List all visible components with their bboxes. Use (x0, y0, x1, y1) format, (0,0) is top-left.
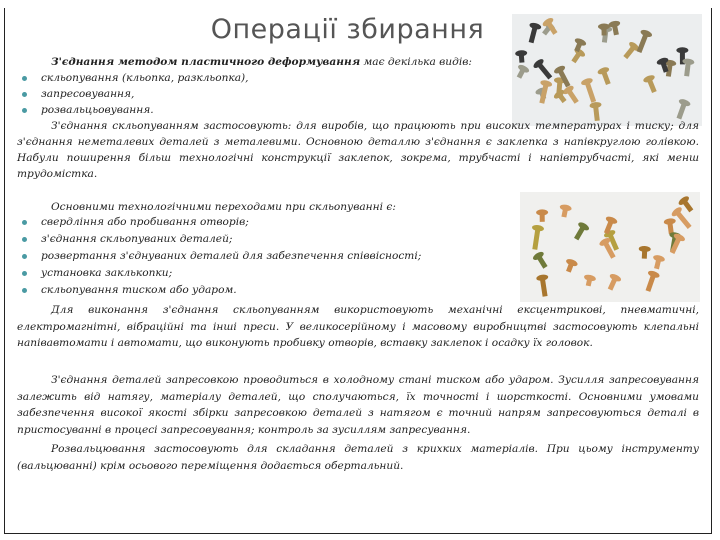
rivet-icon (532, 57, 555, 81)
bullet-icon (22, 76, 27, 81)
rivet-icon (681, 58, 695, 77)
rivet-icon (651, 254, 666, 270)
list-item (22, 231, 232, 247)
rivet-icon (571, 37, 587, 54)
rivet-icon (562, 84, 582, 106)
slide-title: Операції збирання (210, 14, 485, 45)
list-item-text: скльопування (кльопка, разкльопка), (41, 72, 249, 84)
list-item (22, 86, 134, 102)
bullet-icon (22, 237, 27, 242)
list-item-text: розвальцьовування. (41, 104, 154, 116)
paragraph-press-fit: З'єднання деталей запресовкою проводиться в холодному стані тиском або ударом. Зусилля запресовування залежить від натягу, матеріалу деталей, що сполучаються, їх точності і шорсткості. Основними умовами забезпечення високої якості збірки запресовкою деталей з натягом є точний напрям запресовуються деталі в пристосуванні в процесі запресовування; контроль за зусиллям запресування. (17, 374, 699, 436)
steps-intro: Основними технологічними переходами при скльопуванні є: (51, 201, 396, 213)
rivet-icon (563, 258, 579, 274)
list-item (22, 265, 172, 281)
rivet-icon (642, 74, 660, 95)
list-item (22, 282, 237, 298)
list-item-text: з'єднання скльопуваних деталей; (41, 233, 233, 245)
paragraph-riveting: З'єднання скльопуванням застосовують: для виробів, що працюють при високих температурах і тиску; для з'єднання неметалевих деталей з металевими. Основною деталлю з'єднання є заклепка з напівкруглою голівкою. Набули поширення більш технологічні конструкції заклепок, зокрема, трубчасті і напівтрубчасті, які менш трудомістка. (17, 120, 699, 180)
intro-rest: має декілька видів: (360, 56, 472, 68)
rivets-photo-top (512, 14, 702, 126)
rivet-icon (536, 274, 551, 297)
rivet-icon (582, 274, 596, 287)
bullet-icon (22, 288, 27, 293)
rivet-icon (553, 64, 574, 89)
list-item-text: скльопування тиском або ударом. (41, 284, 237, 296)
rivet-icon (638, 246, 651, 259)
rivet-icon (642, 269, 660, 293)
list-item (22, 102, 154, 118)
rivet-icon (529, 224, 544, 250)
rivet-icon (525, 22, 542, 44)
rivet-icon (667, 232, 686, 255)
rivet-icon (663, 218, 677, 235)
rivet-icon (605, 273, 623, 293)
list-item (22, 248, 421, 264)
list-item-text: запресовування, (41, 88, 135, 100)
bullet-icon (22, 92, 27, 97)
bullet-icon (22, 271, 27, 276)
intro-bold: З'єднання методом пластичного деформування (51, 56, 361, 68)
rivet-icon (580, 77, 599, 104)
rivets-photo-bottom (520, 192, 700, 302)
bullet-icon (22, 220, 27, 225)
intro-line (17, 54, 497, 70)
rivet-icon (514, 63, 531, 80)
rivet-icon (571, 221, 590, 242)
list-item-text: свердління або пробивання отворів; (41, 216, 249, 228)
rivet-icon (536, 209, 548, 222)
rivet-icon (532, 250, 551, 270)
paragraph-presses: Для виконання з'єднання скльопуванням використовують механічні ексцентрикові, пневматичні, електромагнітні, вібраційні та інші преси. У великосерійному і масовому виробництві застосовують клепальні напівавтомати і автомати, що виконують пробивку отворів, вставку заклепок і осадку їх головок. (17, 304, 699, 349)
rivet-icon (597, 66, 614, 86)
paragraph-flaring: Розвальцювання застосовують для складання деталей з крихких матеріалів. При цьому інструменту (вальцюванні) крім осьового переміщення додається обертальний. (17, 443, 699, 472)
list-item (22, 214, 249, 230)
list-item-text: розвертання з'єднуваних деталей для забезпечення співвісності; (41, 250, 422, 262)
rivet-icon (515, 50, 528, 63)
bullet-icon (22, 108, 27, 113)
rivet-icon (558, 204, 572, 219)
list-item-text: установка заклькопки; (41, 267, 173, 279)
bullet-icon (22, 254, 27, 259)
list-item (22, 70, 249, 86)
